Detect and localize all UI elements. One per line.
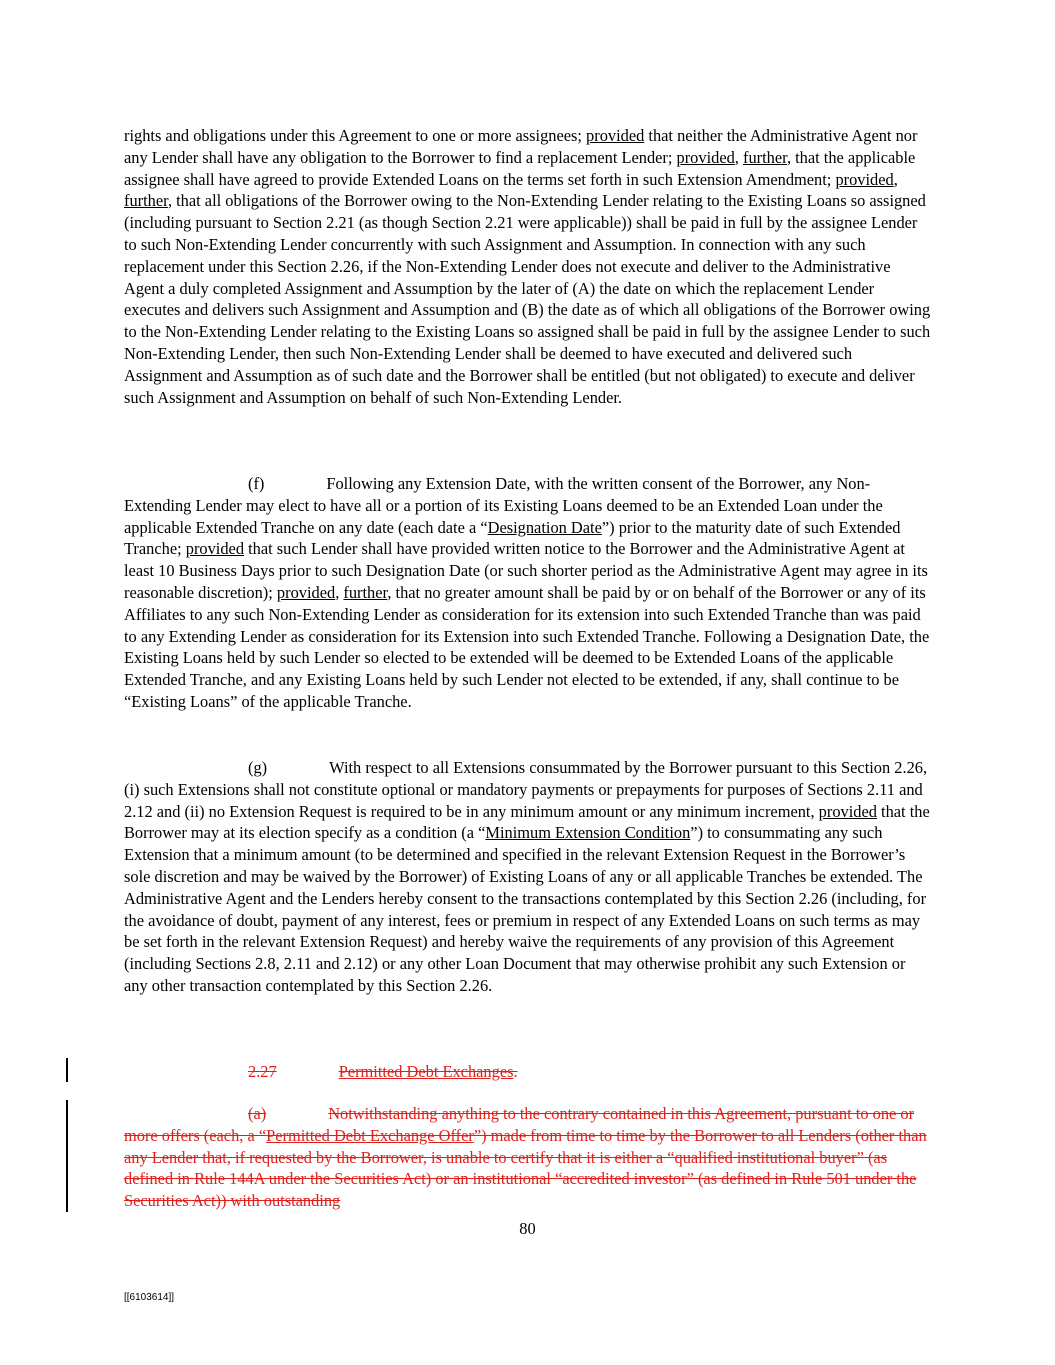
defined-term: Permitted Debt Exchange Offer [266, 1125, 474, 1145]
text-run: With respect to all Extensions consummated by the Borrower pursuant to this Section 2.26, (i) such Extensions shall not constitute optional or mandatory payments or prepayments for purposes of Sections 2.11 and 2.12 and (ii) no Extension Request is required to be in any minimum amount or any minimum increment, [124, 758, 928, 821]
underlined-term: provided [185, 539, 245, 559]
section-heading-deleted [124, 1061, 932, 1083]
text-run: rights and obligations under this Agreement to one or more assignees; [124, 126, 587, 145]
defined-term: Designation Date [487, 517, 602, 537]
clause-label: (f) [248, 474, 265, 493]
paragraph-f [124, 473, 932, 713]
text-run: Notwithstanding anything to the contrary contained in this Agreement, pursuant to one or more offers (each, a “ [124, 1104, 915, 1145]
text-run: ”) to consummating any such Extension that a minimum amount (to be determined and specified in the relevant Extension Request in the Borrower’s sole discretion and may be waived by the Borrower) of Existing Loans of any or all applicable Tranches be extended. The Administrative Agent and the Lenders hereby consent to the transactions contemplated by this Section 2.26 (including, for the avoidance of doubt, payment of any interest, fees or premium in respect of any Extended Loans on such terms as may be set forth in the relevant Extension Request) and hereby waive the requirements of any provision of this Agreement (including Sections 2.8, 2.11 and 2.12) or any other Loan Document that may otherwise prohibit any such Extension or any other transaction contemplated by this Section 2.26. [124, 823, 927, 995]
text-run: , that the applicable assignee shall have agreed to provide Extended Loans on the terms set forth in such Extension Amendment; [124, 147, 916, 189]
clause-label: (g) [248, 758, 268, 777]
clause-label: (a) [248, 1104, 267, 1123]
text-run: , that all obligations of the Borrower owing to the Non-Extending Lender relating to the Existing Loans so assigned (including pursuant to Section 2.21 (as though Section 2.21 were applicable)) shall be paid in full by the assignee Lender to such Non-Extending Lender concurrently with such Assignment and Assumption. In connection with any such replacement under this Section 2.26, if the Non-Extending Lender does not execute and deliver to the Administrative Agent a duly completed Assignment and Assumption by the later of (A) the date on which the replacement Lender executes and delivers such Assignment and Assumption and (B) the date as of which all obligations of the Borrower owing to the Non-Extending Lender relating to the Existing Loans so assigned shall be paid in full by the assignee Lender to such Non-Extending Lender, then such Non-Extending Lender shall be deemed to have executed and delivered such Assignment and Assumption as of such date and the Borrower shall be entitled (but not obligated) to execute and deliver such Assignment and Assumption on behalf of such Non-Extending Lender. [124, 191, 931, 407]
change-bar [66, 1100, 68, 1212]
underlined-term: further [743, 147, 787, 167]
defined-term: Minimum Extension Condition [485, 823, 691, 843]
paragraph-a-deleted [124, 1103, 932, 1212]
section-title: Permitted Debt Exchanges [338, 1062, 514, 1081]
text-run: that the Borrower may at its election specify as a condition (a “ [124, 801, 930, 843]
text-run: that neither the Administrative Agent nor any Lender shall have any obligation to the Borrower to find a replacement Lender; [124, 126, 918, 167]
underlined-term: provided [676, 147, 735, 167]
paragraph-continuation [124, 125, 932, 408]
text-run: , [734, 147, 743, 167]
section-number: 2.27 [248, 1062, 277, 1081]
underlined-term: provided [818, 801, 877, 821]
underlined-term: further [124, 191, 168, 211]
underlined-term: provided [835, 169, 894, 189]
change-bar [66, 1058, 68, 1082]
underlined-term: provided [586, 126, 645, 145]
underlined-term: provided [276, 582, 336, 602]
page-number: 80 [519, 1219, 536, 1238]
text-run: Following any Extension Date, with the written consent of the Borrower, any Non-Extending Lender may elect to have all or a portion of its Existing Loans deemed to be an Extended Loan under the applicable Extended Tranche on any date (each date a “ [124, 474, 883, 537]
underlined-term: further [343, 582, 388, 602]
text-run: that such Lender shall have provided written notice to the Borrower and the Administrative Agent at least 10 Business Days prior to such Designation Date (or such shorter period as the Administrative Agent may agree in its reasonable discretion); [124, 539, 928, 602]
text-run: ”) made from time to time by the Borrower to all Lenders (other than any Lender that, if requested by the Borrower, is unable to certify that it is either a “qualified institutional buyer” (as defined in Rule 144A under the Securities Act) or an institutional “accredited investor” (as defined in Rule 501 under the Securities Act)) with outstanding [124, 1125, 927, 1211]
text-run: , [335, 582, 344, 602]
text-run: , [893, 169, 898, 189]
text-run: , that no greater amount shall be paid by or on behalf of the Borrower or any of its Affiliates to any such Non-Extending Lender as consideration for its extension into such Extended Tranche than was paid to any Extending Lender as consideration for its Extension into such Extended Tranche. Following a Designation Date, the Existing Loans held by such Lender so elected to be extended will be deemed to be Extended Loans of the applicable Extended Tranche, and any Existing Loans held by such Lender not elected to be extended, if any, shall continue to be “Existing Loans” of the applicable Tranche. [124, 582, 930, 711]
text-run: ”) prior to the maturity date of such Extended Tranche; [124, 517, 901, 559]
paragraph-g [124, 757, 932, 997]
text-run: . [513, 1062, 518, 1081]
document-id: [[6103614]] [124, 1292, 175, 1303]
